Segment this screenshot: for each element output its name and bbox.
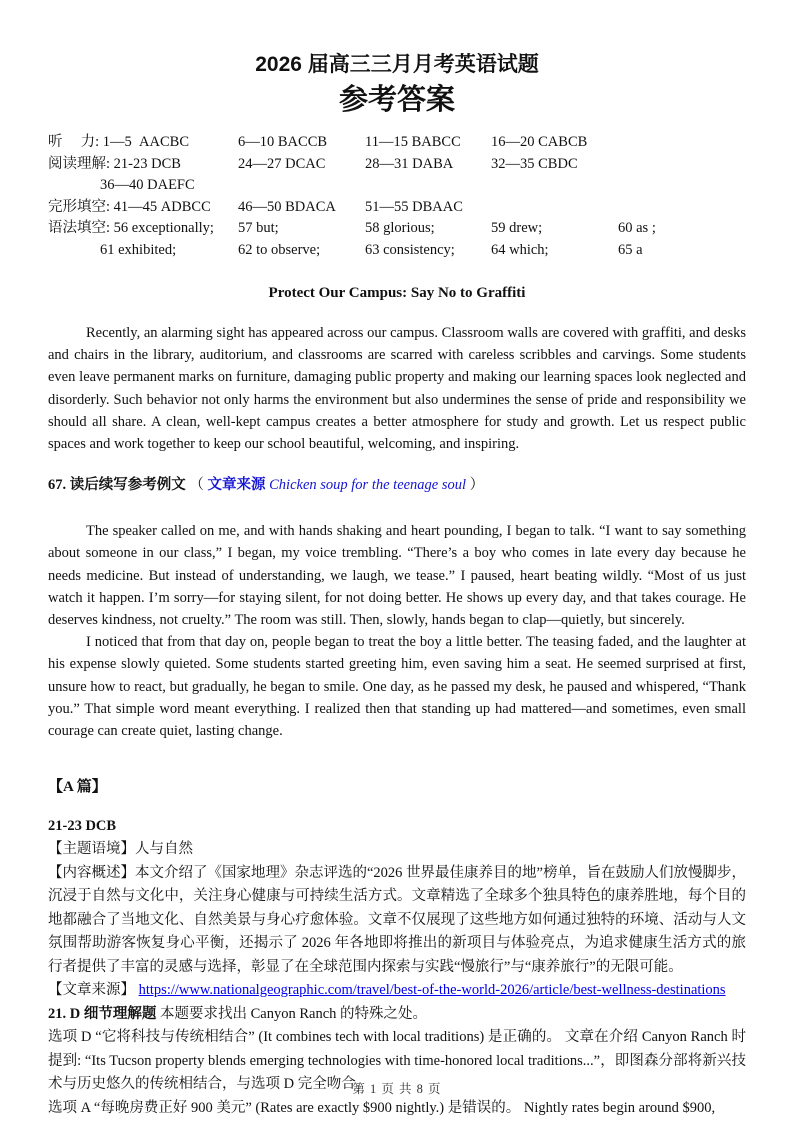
answer-cell: 6—10 BACCB xyxy=(238,134,328,150)
theme-label: 【主题语境】 xyxy=(48,841,135,858)
answer-cell: 57 but; xyxy=(238,220,279,236)
theme-text: 人与自然 xyxy=(135,841,193,858)
summary-paragraph xyxy=(48,862,746,980)
table-row xyxy=(48,132,746,154)
page-title: 2026 届高三三月月考英语试题 xyxy=(255,53,539,76)
answer-cell xyxy=(618,154,746,176)
continuation-paragraph-2: I noticed that from that day on, people began to treat the boy a little better. The teasing faded, and the laughter at his expense slowly quieted. Some students started greeting him, even saving him a seat. He seemed surprised at first, unsure how to react, but gradually, he began to smile. One day, as he passed my desk, he paused and whispered, “Thank you.” That simple word meant everything. I realized then that standing up had mattered—and sometimes, even small courage can create quiet, lasting change. xyxy=(48,634,746,740)
answer-cell: 64 which; xyxy=(491,241,549,258)
q21-option-a-analysis: 选项 A “每晚房费正好 900 美元” (Rates are exactly $900 nightly.) 是错误的。 Nightly rates begin around $900, xyxy=(48,1099,716,1116)
answer-cell xyxy=(491,175,618,197)
table-row xyxy=(48,154,746,176)
answer-key-table xyxy=(48,132,746,261)
answer-cell: 61 exhibited; xyxy=(100,241,177,258)
answer-cell: 63 consistency; xyxy=(365,241,455,258)
answer-cell: 62 to observe; xyxy=(238,241,321,258)
answer-cell: 11—15 BABCC xyxy=(365,134,461,150)
answer-cell: 32—35 CBDC xyxy=(491,155,578,172)
q67-source-title: Chicken soup for the teenage soul xyxy=(265,477,467,494)
theme-line xyxy=(48,838,746,862)
section-a-heading: 【A 篇】 xyxy=(48,779,107,796)
answer-cell: 46—50 BDACA xyxy=(238,198,336,215)
table-row xyxy=(48,218,746,240)
q21-desc: 本题要求找出 Canyon Ranch 的特殊之处。 xyxy=(159,1005,428,1022)
continuation-paragraph-1: The speaker called on me, and with hands shaking and heart pounding, I began to talk. “I want to say something about someone in our class,” I began, my voice trembling. “There’s a boy who comes in late every day because he needs medicine. But instead of understanding, we laugh, we tease.” I paused, heart beating wildly. “Most of us just watch it happen. I’m sorry—for staying silent, for not doing better. He shows up every day, and that takes courage. He deserves kindness, not cruelty.” The room was still. Then, slowly, hands began to clap—quietly, but sincerely. xyxy=(48,523,746,629)
essay-body: Recently, an alarming sight has appeared across our campus. Classroom walls are covered with graffiti, and desks and chairs in the library, auditorium, and classrooms are scarred with careless scribbles and carvings. Some students even leave permanent marks on furniture, damaging public property and making our learning spaces look neglected and disorderly. Such behavior not only harms the environment but also undermines the sense of pride and responsibility we should all share. A clean, well-kept campus creates a better atmosphere for study and growth. Let us respect public spaces and work together to keep our school beautiful, welcoming, and inspiring. xyxy=(48,325,746,453)
section-a-answers: 21-23 DCB xyxy=(48,818,117,835)
q21-heading xyxy=(48,1003,746,1027)
answer-cell: 59 drew; xyxy=(491,220,543,236)
answer-cell: 60 as ; xyxy=(618,220,656,236)
answer-cell: 36—40 DAEFC xyxy=(100,177,195,193)
answer-cell: 58 glorious; xyxy=(365,220,435,236)
table-row xyxy=(48,175,746,197)
source-url-link[interactable]: https://www.nationalgeographic.com/travel/best-of-the-world-2026/article/best-wellness-destinations xyxy=(138,982,726,999)
answer-cell: 语法填空: 56 exceptionally; xyxy=(48,220,214,236)
answer-cell: 24—27 DCAC xyxy=(238,155,326,172)
paren-close: ） xyxy=(466,477,485,494)
answer-cell xyxy=(238,175,365,197)
answer-cell: 完形填空: 41—45 ADBCC xyxy=(48,198,211,215)
table-row xyxy=(48,197,746,219)
answer-cell: 65 a xyxy=(618,241,643,258)
q67-source-label: 文章来源 xyxy=(207,477,266,494)
table-row xyxy=(48,240,746,262)
answer-cell: 28—31 DABA xyxy=(365,155,454,172)
answer-cell: 听 力: 1—5 AACBC xyxy=(48,134,189,150)
source-label: 【文章来源】 xyxy=(48,982,139,999)
answer-cell xyxy=(365,175,491,197)
q21-head: 21. D 细节理解题 xyxy=(48,1005,160,1022)
page-subtitle: 参考答案 xyxy=(338,84,455,116)
answer-cell xyxy=(618,175,746,197)
source-line xyxy=(48,979,746,1003)
q21-option-d-analysis: 选项 D “它将科技与传统相结合” (It combines tech with local traditions) 是正确的。 文章在介绍 Canyon Ranch 时提到: “Its Tucson property blends emerging technologies with time-honored local traditions...”，即图森分部将新兴技术与历史悠久的传统相结合，与选项 D 完全吻合。 xyxy=(48,1029,746,1093)
q67-heading xyxy=(48,474,746,496)
q67-prefix: 67. 读后续写参考例文 xyxy=(48,477,186,494)
summary-label: 【内容概述】 xyxy=(48,864,135,881)
answer-cell xyxy=(618,197,746,219)
page-footer: 第 1 页 共 8 页 xyxy=(352,1082,442,1096)
paren-open: （ xyxy=(189,477,208,494)
summary-text: 本文介绍了《国家地理》杂志评选的“2026 世界最佳康养目的地”榜单，旨在鼓励人们放慢脚步，沉浸于自然与文化中，关注身心健康与可持续生活方式。文章精选了全球多个独具特色的康养胜地，每个目的地都融合了当地文化、自然美景与身心疗愈体验。文章不仅展现了这些地方如何通过独特的环境、活动与人文氛围帮助游客恢复身心平衡，还揭示了 2026 年各地即将推出的新项目与体验亮点，为追求健康生活方式的旅行者提供了丰富的灵感与选择，彰显了在全球范围内探索与实践“慢旅行”与“康养旅行”的无限可能。 xyxy=(48,864,746,975)
answer-cell: 阅读理解: 21-23 DCB xyxy=(48,155,181,172)
answer-cell xyxy=(491,197,618,219)
answer-cell xyxy=(618,132,746,154)
answer-cell: 16—20 CABCB xyxy=(491,134,588,150)
essay-title: Protect Our Campus: Say No to Graffiti xyxy=(268,285,526,301)
answer-cell: 51—55 DBAAC xyxy=(365,198,463,215)
